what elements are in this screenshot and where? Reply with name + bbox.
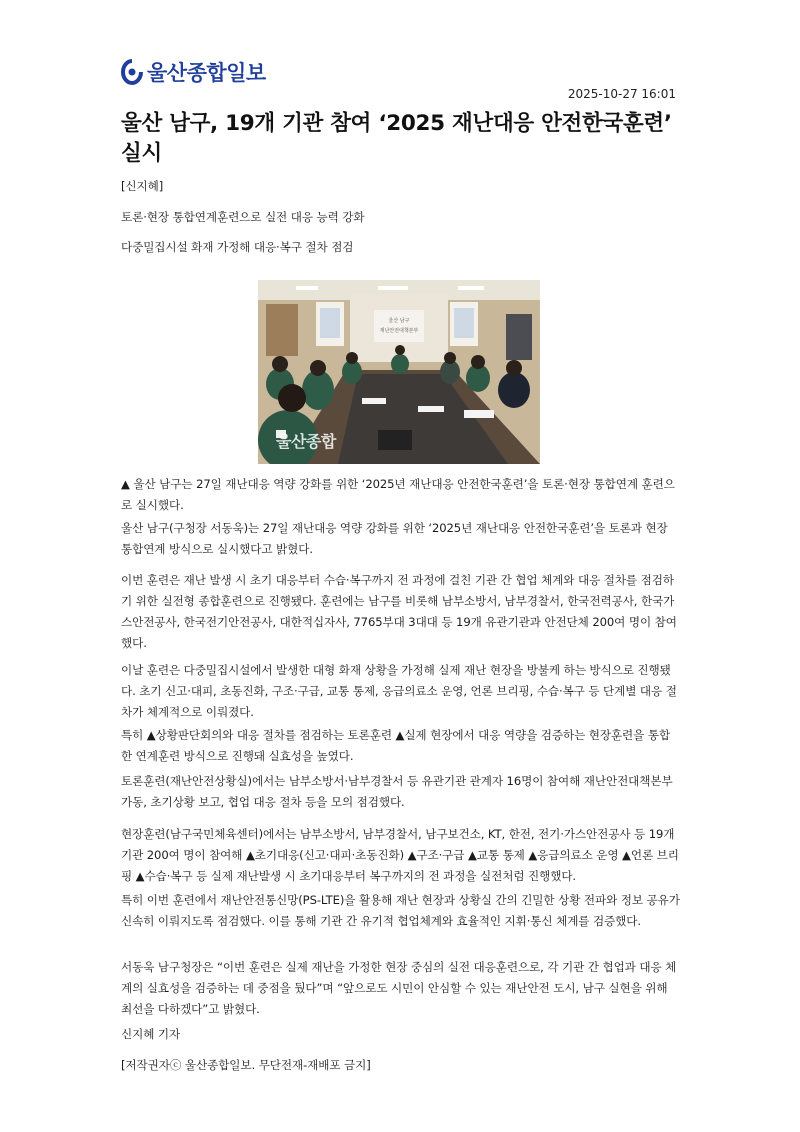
paragraph-1: 울산 남구(구청장 서동욱)는 27일 재난대응 역량 강화를 위한 ‘2025년 재난대응 안전한국훈련’을 토론과 현장 통합연계 방식으로 실시했다고 밝혔다. [121,521,668,556]
photo-caption: ▲ 울산 남구는 27일 재난대응 역량 강화를 위한 ‘2025년 재난대응 안전한국훈련’을 토론·현장 통합연계 훈련으로 실시했다. [121,477,675,512]
reporter-name: 신지혜 기자 [121,1027,181,1041]
banner-text-1: 울산 남구 [388,318,410,324]
logo-text: 울산종합일보 [147,61,266,85]
paragraph-6: 현장훈련(남구국민체육센터)에서는 남부소방서, 남부경찰서, 남구보건소, KT, 한전, 전기·가스안전공사 등 19개 기관 200여 명이 참여해 ▲초기대응(신고·대피·초동진화) ▲구조·구급 ▲교통 통제 ▲응급의료소 운영 ▲언론 브리핑 ▲수습·복구 등 실제 재난발생 시 초기대응부터 복구까지의 전 과정을 실전처럼 진행했다. [121,827,679,883]
subhead-2: 다중밀집시설 화재 가정해 대응·복구 절차 점검 [121,240,354,254]
paragraph-7: 특히 이번 훈련에서 재난안전통신망(PS-LTE)을 활용해 재난 현장과 상황실 간의 긴밀한 상황 전파와 정보 공유가 신속히 이뤄지도록 점검했다. 이를 통해 기관 간 유기적 협업체계와 효율적인 지휘·통신 체계를 검증했다. [121,893,680,928]
paragraph-2: 이번 훈련은 재난 발생 시 초기 대응부터 수습·복구까지 전 과정에 걸친 기관 간 협업 체계와 대응 절차를 점검하기 위한 실전형 종합훈련으로 진행됐다. 훈련에는 남구를 비롯해 남부소방서, 남부경찰서, 한국전력공사, 한국가스안전공사, 한국전기안전공사, 대한적십자사, 7765부대 3대대 등 19개 유관기관과 안전단체 200여 명이 참여했다. [121,573,677,650]
paragraph-8: 서동욱 남구청장은 “이번 훈련은 실제 재난을 가정한 현장 중심의 실전 대응훈련으로, 각 기관 간 협업과 대응 체계의 실효성을 검증하는 데 중점을 뒀다”며 “앞으로도 시민이 안심할 수 있는 재난안전 도시, 남구 실현을 위해 최선을 다하겠다”고 밝혔다. [121,960,677,1016]
byline: [신지혜] [121,179,164,193]
publish-date: 2025-10-27 16:01 [567,87,676,101]
paragraph-5: 토론훈련(재난안전상황실)에서는 남부소방서·남부경찰서 등 유관기관 관계자 16명이 참여해 재난안전대책본부 가동, 초기상황 보고, 협업 대응 절차 등을 모의 점검했다. [121,774,673,809]
paragraph-4: 특히 ▲상황판단회의와 대응 절차를 점검하는 토론훈련 ▲실제 현장에서 대응 역량을 검증하는 현장훈련을 통합한 연계훈련 방식으로 진행돼 실효성을 높였다. [121,728,671,763]
article-title: 울산 남구, 19개 기관 참여 ‘2025 재난대응 안전한국훈련’ 실시 [121,111,672,166]
banner-text-2: 재난안전대책본부 [379,328,419,334]
site-logo[interactable] [121,57,266,87]
copyright-notice: [저작권자ⓒ 울산종합일보. 무단전재-재배포 금지] [121,1058,371,1072]
paragraph-3: 이날 훈련은 다중밀집시설에서 발생한 대형 화재 상황을 가정해 실제 재난 현장을 방불케 하는 방식으로 진행됐다. 초기 신고·대피, 초동진화, 구조·구급, 교통 통제, 응급의료소 운영, 언론 브리핑, 수습·복구 등 단계별 대응 절차가 체계적으로 이뤄졌다. [121,663,677,719]
subhead-1: 토론·현장 통합연계훈련으로 실전 대응 능력 강화 [121,210,365,224]
article-photo [258,280,540,464]
photo-watermark: 울산종합 [276,432,336,451]
logo-icon [121,59,143,85]
